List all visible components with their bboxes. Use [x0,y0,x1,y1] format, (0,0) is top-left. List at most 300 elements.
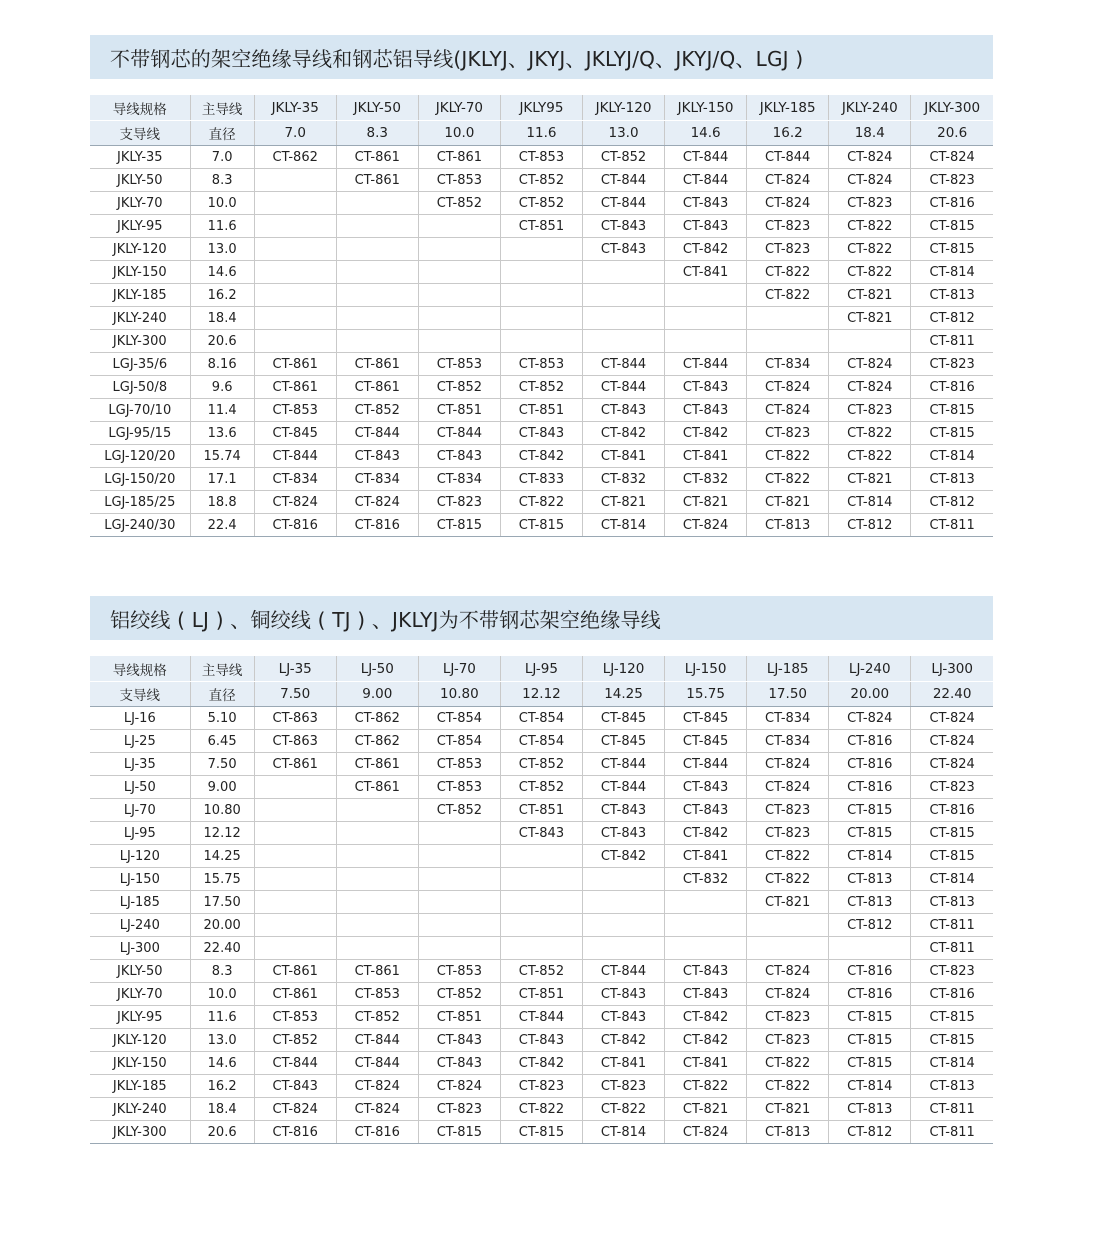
table-cell: 9.6 [190,376,254,399]
table-cell [336,192,418,215]
table-cell: CT-853 [418,776,500,799]
table-cell: CT-861 [336,776,418,799]
table-cell [418,822,500,845]
header-cell: JKLY-70 [418,95,500,121]
table-cell: CT-854 [500,730,582,753]
table-cell: CT-862 [336,730,418,753]
table-cell: LJ-185 [90,891,190,914]
table-cell: LGJ-120/20 [90,445,190,468]
table-cell: 9.00 [190,776,254,799]
table1-title: 不带钢芯的架空绝缘导线和钢芯铝导线(JKLYJ、JKYJ、JKLYJ/Q、JKYJ/Q、LGJ ) [90,35,993,79]
table-cell: CT-811 [911,1098,993,1121]
table-cell: CT-852 [418,192,500,215]
header-cell: 20.6 [911,121,993,146]
table-row [90,891,993,914]
table-cell [336,261,418,284]
header-cell: 14.6 [665,121,747,146]
table-cell: CT-843 [665,192,747,215]
table-cell: CT-815 [829,799,911,822]
table-cell [418,215,500,238]
table-cell: CT-823 [747,1029,829,1052]
table-cell [418,261,500,284]
table-cell: CT-834 [254,468,336,491]
table-cell [254,330,336,353]
table-cell: CT-816 [829,960,911,983]
table-cell: CT-845 [665,730,747,753]
table-cell: CT-861 [336,960,418,983]
table-cell: CT-851 [418,1006,500,1029]
header-cell: JKLY95 [500,95,582,121]
table-cell: CT-843 [582,822,664,845]
header-cell: 18.4 [829,121,911,146]
table-cell: CT-863 [254,730,336,753]
table-cell: CT-844 [582,376,664,399]
table-row [90,491,993,514]
header-cell: LJ-185 [747,656,829,682]
table-cell: 17.1 [190,468,254,491]
table-cell [254,261,336,284]
table-cell: CT-861 [418,146,500,169]
table-cell: 18.4 [190,1098,254,1121]
table-cell [582,937,664,960]
table-cell: LJ-50 [90,776,190,799]
table-cell: CT-823 [747,238,829,261]
table-cell: CT-824 [829,169,911,192]
header-cell: LJ-300 [911,656,993,682]
table-cell: JKLY-35 [90,146,190,169]
table-cell: CT-853 [418,169,500,192]
table-cell: CT-843 [582,799,664,822]
table-cell: CT-841 [665,1052,747,1075]
table-cell: CT-822 [829,238,911,261]
table-cell: CT-842 [665,822,747,845]
table-cell: CT-852 [336,1006,418,1029]
table-cell: CT-823 [911,960,993,983]
table-row [90,445,993,468]
table-cell: CT-822 [747,445,829,468]
table-cell: CT-832 [582,468,664,491]
table-cell: 10.80 [190,799,254,822]
table-row [90,753,993,776]
table-cell: CT-813 [829,868,911,891]
table-cell: CT-842 [582,1029,664,1052]
table-cell: CT-845 [665,707,747,730]
table-cell: 17.50 [190,891,254,914]
table-cell: CT-843 [418,1052,500,1075]
table-cell: CT-824 [418,1075,500,1098]
table-cell: 18.8 [190,491,254,514]
table-cell: JKLY-120 [90,1029,190,1052]
table-cell: CT-852 [500,753,582,776]
table-cell: CT-814 [829,491,911,514]
table-cell: CT-824 [254,1098,336,1121]
table-cell: CT-815 [829,1052,911,1075]
table-cell: CT-844 [582,192,664,215]
table-cell: CT-861 [254,960,336,983]
table-cell: CT-821 [747,1098,829,1121]
table-cell: CT-852 [500,960,582,983]
header-cell: LJ-240 [829,656,911,682]
table-cell: CT-814 [911,261,993,284]
table-cell: CT-853 [418,753,500,776]
table-cell: JKLY-120 [90,238,190,261]
table-cell: JKLY-50 [90,169,190,192]
header-cell: 支导线 [90,682,190,707]
table-cell: CT-843 [665,983,747,1006]
table-row [90,422,993,445]
table1-section [90,35,993,537]
table-cell: CT-824 [665,514,747,537]
table-cell [665,330,747,353]
table-cell: CT-843 [582,983,664,1006]
table-cell: CT-823 [747,1006,829,1029]
header-cell: 14.25 [582,682,664,707]
table-cell: CT-815 [911,215,993,238]
table-cell [254,891,336,914]
table-cell: CT-854 [418,730,500,753]
table-row [90,1121,993,1144]
header-cell: 11.6 [500,121,582,146]
table-cell: CT-816 [829,983,911,1006]
table-cell [418,845,500,868]
table-row [90,1075,993,1098]
table-cell: CT-823 [911,169,993,192]
table-cell: 13.0 [190,1029,254,1052]
table-cell: JKLY-150 [90,261,190,284]
header-cell: 10.0 [418,121,500,146]
table-cell: CT-834 [336,468,418,491]
header-cell: 7.0 [254,121,336,146]
table-cell: LJ-70 [90,799,190,822]
table-cell [500,891,582,914]
table-cell [418,307,500,330]
table-cell: CT-815 [829,1029,911,1052]
table-cell: JKLY-300 [90,1121,190,1144]
table-cell: 22.4 [190,514,254,537]
table-cell: CT-823 [747,799,829,822]
table-cell: 16.2 [190,1075,254,1098]
table-cell [336,215,418,238]
table-cell: CT-853 [336,983,418,1006]
header-cell: 16.2 [747,121,829,146]
table-row [90,1098,993,1121]
table-cell: CT-824 [665,1121,747,1144]
table-cell [418,238,500,261]
table-cell: CT-852 [500,192,582,215]
table-cell: CT-823 [911,353,993,376]
table-cell: CT-816 [829,730,911,753]
table-cell: CT-843 [582,238,664,261]
table-cell [418,330,500,353]
table-row [90,238,993,261]
table-cell: CT-844 [665,146,747,169]
table-cell: CT-815 [911,238,993,261]
table-cell [336,238,418,261]
table-cell: CT-813 [829,1098,911,1121]
table-cell: 7.0 [190,146,254,169]
table-cell: CT-851 [500,799,582,822]
table-cell: CT-832 [665,468,747,491]
table-cell: CT-812 [829,1121,911,1144]
table-row [90,261,993,284]
table-row [90,353,993,376]
table-row [90,776,993,799]
header-cell: 12.12 [500,682,582,707]
table-cell: 8.16 [190,353,254,376]
table-cell [418,914,500,937]
table-cell: CT-843 [582,399,664,422]
table-cell: CT-811 [911,514,993,537]
table-cell: CT-813 [747,1121,829,1144]
table-cell [829,937,911,960]
table-cell: CT-813 [829,891,911,914]
table-row [90,707,993,730]
header-cell: 17.50 [747,682,829,707]
table-cell: CT-823 [911,776,993,799]
table-cell: CT-821 [829,468,911,491]
table-cell: CT-843 [582,1006,664,1029]
table-cell: CT-843 [336,445,418,468]
table-cell: 14.6 [190,261,254,284]
table-cell [747,914,829,937]
table-cell: CT-824 [829,353,911,376]
table-cell: CT-843 [500,1029,582,1052]
header-cell: 15.75 [665,682,747,707]
table-cell: CT-814 [911,1052,993,1075]
header-cell: JKLY-240 [829,95,911,121]
table-cell: CT-853 [418,353,500,376]
header-cell: LJ-95 [500,656,582,682]
table-cell [254,914,336,937]
header-cell: LJ-150 [665,656,747,682]
table-row [90,399,993,422]
table-cell: LJ-95 [90,822,190,845]
table-cell: CT-844 [336,422,418,445]
table2-section [90,596,993,1144]
table-cell: CT-815 [911,1029,993,1052]
table-cell: CT-824 [254,491,336,514]
header-cell: 9.00 [336,682,418,707]
table-cell [665,914,747,937]
table-cell: CT-824 [911,146,993,169]
table-cell: CT-824 [336,1098,418,1121]
table-cell: CT-814 [582,1121,664,1144]
table-cell [665,891,747,914]
table-row [90,730,993,753]
table-row [90,284,993,307]
table-cell: 16.2 [190,284,254,307]
table-cell [418,868,500,891]
table-cell: CT-816 [254,1121,336,1144]
table-cell: CT-834 [747,353,829,376]
table-cell [254,215,336,238]
table-cell: CT-823 [418,1098,500,1121]
table-cell [418,891,500,914]
header-cell: LJ-35 [254,656,336,682]
table-cell [336,914,418,937]
table-cell: CT-851 [418,399,500,422]
table-cell: 15.74 [190,445,254,468]
table-cell: CT-821 [829,284,911,307]
table-cell: CT-816 [254,514,336,537]
table-cell [829,330,911,353]
table-cell [336,284,418,307]
table-cell: CT-861 [254,353,336,376]
table-cell [418,937,500,960]
table-cell: LJ-300 [90,937,190,960]
table-cell: CT-814 [582,514,664,537]
table-cell: LGJ-70/10 [90,399,190,422]
header-cell: 导线规格 [90,656,190,682]
header-row [90,682,993,707]
table-cell: CT-843 [665,776,747,799]
table-cell [582,307,664,330]
table-cell: CT-863 [254,707,336,730]
table-row [90,845,993,868]
table-cell: CT-861 [336,169,418,192]
table-cell: CT-853 [418,960,500,983]
table-cell [254,776,336,799]
table-cell: CT-815 [500,514,582,537]
table-cell [254,192,336,215]
header-cell: 20.00 [829,682,911,707]
table-cell: CT-822 [829,215,911,238]
table-cell [418,284,500,307]
table-cell: CT-821 [747,491,829,514]
table-cell: CT-844 [500,1006,582,1029]
table-cell: CT-816 [829,753,911,776]
table-cell: 13.0 [190,238,254,261]
table-cell [254,845,336,868]
table-cell [665,307,747,330]
table-cell: CT-861 [336,376,418,399]
table-cell: JKLY-70 [90,983,190,1006]
table-cell: JKLY-240 [90,1098,190,1121]
table-cell [500,284,582,307]
header-cell: 10.80 [418,682,500,707]
table-cell [747,307,829,330]
table-cell: CT-823 [747,422,829,445]
table-cell: JKLY-95 [90,1006,190,1029]
table-cell: JKLY-150 [90,1052,190,1075]
table-cell: CT-861 [254,753,336,776]
table-cell: CT-824 [747,753,829,776]
table-cell: CT-843 [665,399,747,422]
table-cell [254,307,336,330]
header-cell: LJ-50 [336,656,418,682]
table-cell [336,307,418,330]
table-cell: CT-833 [500,468,582,491]
table-cell: CT-832 [665,868,747,891]
header-cell: 13.0 [582,121,664,146]
table-cell: CT-862 [254,146,336,169]
table-cell: CT-814 [911,868,993,891]
table-cell: CT-813 [911,891,993,914]
table-cell: CT-815 [911,1006,993,1029]
table-row [90,983,993,1006]
table-cell: CT-852 [418,799,500,822]
table-cell: CT-822 [747,1052,829,1075]
header-row [90,95,993,121]
table-cell: CT-854 [418,707,500,730]
table-cell: CT-813 [911,1075,993,1098]
table-cell: CT-816 [336,514,418,537]
table-cell [582,261,664,284]
table-cell: CT-824 [829,376,911,399]
table-row [90,1052,993,1075]
header-cell: 支导线 [90,121,190,146]
table-cell: CT-852 [500,169,582,192]
table-cell [336,822,418,845]
table-row [90,822,993,845]
table-cell: CT-815 [418,514,500,537]
table-cell: CT-814 [829,845,911,868]
table-cell: CT-816 [336,1121,418,1144]
header-row [90,656,993,682]
table-cell [500,307,582,330]
table-cell: CT-815 [829,822,911,845]
header-cell: 直径 [190,682,254,707]
table-cell: CT-852 [582,146,664,169]
table-cell: CT-842 [500,1052,582,1075]
table-cell: CT-824 [829,707,911,730]
table-cell: 14.6 [190,1052,254,1075]
table-row [90,307,993,330]
table-cell: CT-813 [747,514,829,537]
table-cell [336,937,418,960]
header-cell: JKLY-120 [582,95,664,121]
table-cell: CT-823 [418,491,500,514]
table-cell: LGJ-95/15 [90,422,190,445]
table-cell: CT-813 [911,284,993,307]
table-cell [582,891,664,914]
table-cell: CT-861 [336,353,418,376]
table-cell: CT-844 [418,422,500,445]
table-cell [582,330,664,353]
table-cell: CT-843 [665,376,747,399]
table-cell [500,330,582,353]
table-cell: CT-834 [747,707,829,730]
header-cell: 主导线 [190,656,254,682]
header-cell: LJ-120 [582,656,664,682]
table-cell: CT-823 [747,215,829,238]
table-cell: CT-851 [500,215,582,238]
table-cell: CT-814 [829,1075,911,1098]
table-row [90,1006,993,1029]
table-cell: CT-845 [582,730,664,753]
table-cell: CT-852 [254,1029,336,1052]
table-row [90,799,993,822]
table-cell: 14.25 [190,845,254,868]
table-cell: CT-811 [911,330,993,353]
table-cell: CT-844 [582,776,664,799]
table-cell: CT-812 [911,491,993,514]
table-cell: CT-851 [500,399,582,422]
table-cell: CT-822 [747,868,829,891]
table-cell [500,238,582,261]
table-cell: CT-815 [829,1006,911,1029]
table-cell [254,284,336,307]
table-cell [254,937,336,960]
table-row [90,376,993,399]
table-cell: CT-844 [747,146,829,169]
table-cell: CT-845 [254,422,336,445]
table-cell: CT-842 [582,845,664,868]
header-cell: 8.3 [336,121,418,146]
table-cell: CT-821 [665,491,747,514]
table-cell: CT-823 [582,1075,664,1098]
header-cell: 直径 [190,121,254,146]
